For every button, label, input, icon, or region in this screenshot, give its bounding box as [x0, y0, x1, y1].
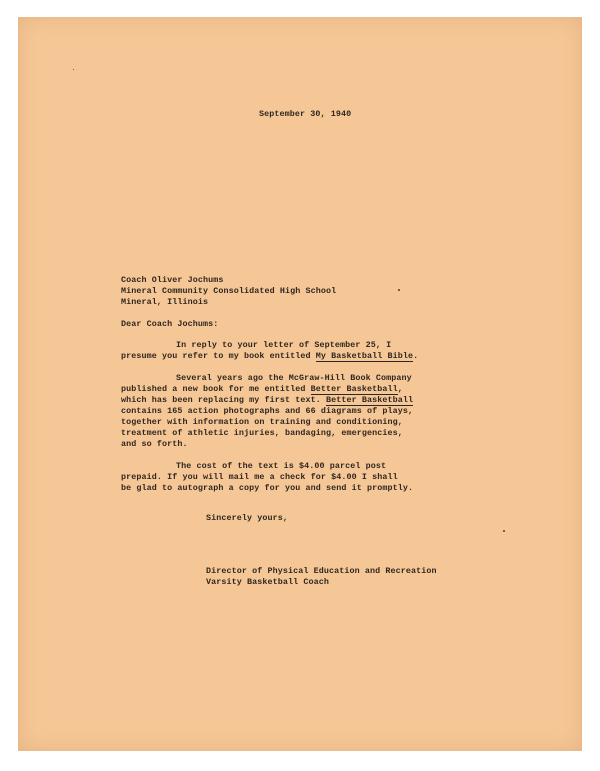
paragraph1-line2-end: . [413, 351, 419, 361]
paper-speck [73, 69, 74, 70]
paragraph1-line1: In reply to your letter of September 25, I [176, 340, 392, 350]
paragraph1-line2 [121, 351, 418, 362]
paragraph2-line3-text: which has been replacing my first text. [121, 395, 327, 405]
paragraph2-line6: treatment of athletic injuries, bandaging, emergencies, [121, 428, 403, 438]
signature-title-2: Varsity Basketball Coach [206, 577, 330, 587]
paragraph2-line5: together with information on training and conditioning, [121, 417, 403, 427]
paragraph2-line2-text: published a new book for me entitled [121, 384, 311, 394]
letter-date: September 30, 1940 [259, 109, 352, 119]
paragraph2-line7: and so forth. [121, 439, 188, 449]
paragraph3-line1: The cost of the text is $4.00 parcel post [176, 461, 387, 471]
signature-title-1: Director of Physical Education and Recreation [206, 566, 437, 576]
paragraph2-line1: Several years ago the McGraw-Hill Book Company [176, 373, 412, 383]
typed-letter [18, 17, 582, 751]
book-title-basketball-bible: My Basketball Bible [315, 351, 414, 361]
letter-page [18, 17, 582, 751]
salutation: Dear Coach Jochums: [121, 319, 219, 329]
paragraph1-line2-text: presume you refer to my book entitled [121, 351, 316, 361]
paragraph2-line4: contains 165 action photographs and 66 diagrams of plays, [121, 406, 414, 416]
closing: Sincerely yours, [206, 513, 289, 523]
paragraph2-line3 [121, 395, 413, 406]
recipient-name: Coach Oliver Jochums [121, 275, 224, 285]
book-title-better-basketball-2: Better Basketball [326, 395, 414, 405]
paragraph2-line2-end: , [397, 384, 403, 394]
paper-speck [503, 530, 505, 532]
book-title-better-basketball: Better Basketball [310, 384, 398, 394]
recipient-city: Mineral, Illinois [121, 297, 209, 307]
paper-speck [398, 289, 400, 291]
paragraph2-line2 [121, 384, 403, 395]
paragraph3-line3: be glad to autograph a copy for you and send it promptly. [121, 483, 414, 493]
recipient-school: Mineral Community Consolidated High School [121, 286, 337, 296]
paragraph3-line2: prepaid. If you will mail me a check for $4.00 I shall [121, 472, 398, 482]
